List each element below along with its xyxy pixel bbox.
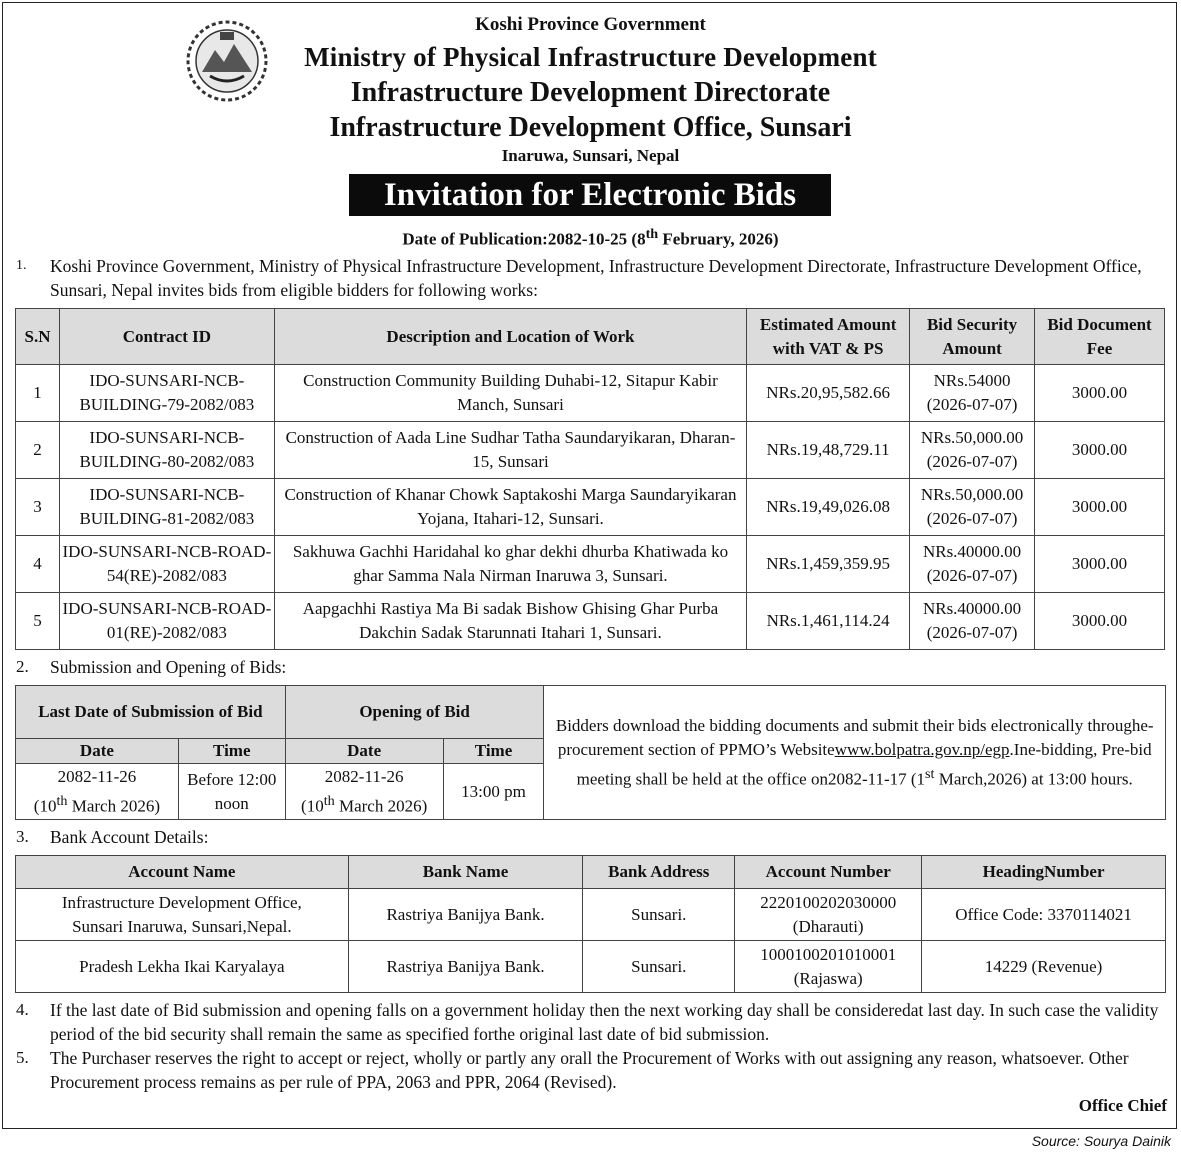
section-2-title: Submission and Opening of Bids: [50, 657, 287, 677]
works-cell-fee: 3000.00 [1035, 422, 1165, 479]
section-1-text: Koshi Province Government, Ministry of Physical Infrastructure Development, Infrastructure Development Directorate, Infrastructure Development Office, Sunsari, Nepal invites bids from eligible bidders for following works: [50, 256, 1142, 300]
office-name: Infrastructure Development Office, Sunsari [329, 112, 852, 143]
works-cell-security: NRs.50,000.00 (2026-07-07) [910, 422, 1035, 479]
works-cell-amount: NRs.1,459,359.95 [747, 536, 910, 593]
bank-cell-heading-number: 14229 (Revenue) [922, 941, 1166, 993]
works-cell-description: Sakhuwa Gachhi Haridahal ko ghar dekhi dhurba Khatiwada ko ghar Samma Nala Nirman Inaruwa 3, Sunsari. [274, 536, 746, 593]
submission-table [15, 685, 1166, 820]
works-cell-description: Aapgachhi Rastiya Ma Bi sadak Bishow Ghising Ghar Purba Dakchin Sadak Starunnati Itahari 1, Sunsari. [274, 593, 746, 650]
bank-cell-account-name: Pradesh Lekha Ikai Karyalaya [16, 941, 349, 993]
works-cell-amount: NRs.19,48,729.11 [747, 422, 910, 479]
bank-table [15, 855, 1166, 993]
table-row [16, 365, 1165, 422]
submission-date: 2082-11-26 (10th March 2026) [16, 764, 179, 820]
works-cell-fee: 3000.00 [1035, 593, 1165, 650]
table-row [16, 593, 1165, 650]
works-cell-contract-id: IDO-SUNSARI-NCB-BUILDING-80-2082/083 [59, 422, 274, 479]
header-opening-of-bid: Opening of Bid [285, 686, 544, 739]
works-cell-security: NRs.40000.00 (2026-07-07) [910, 593, 1035, 650]
works-header-document-fee: Bid Document Fee [1035, 309, 1165, 365]
table-row [16, 889, 1166, 941]
works-cell-amount: NRs.19,49,026.08 [747, 479, 910, 536]
works-header-contract-id: Contract ID [59, 309, 274, 365]
ministry-name: Ministry of Physical Infrastructure Development [304, 42, 877, 72]
notice-title-banner: Invitation for Electronic Bids [349, 174, 831, 216]
works-cell-sn: 3 [16, 479, 60, 536]
office-address: Inaruwa, Sunsari, Nepal [501, 146, 680, 165]
table-row [16, 941, 1166, 993]
works-cell-security: NRs.54000 (2026-07-07) [910, 365, 1035, 422]
section-3-number: 3. [16, 827, 29, 846]
publication-date: Date of Publication:2082-10-25 (8th February, 2026) [402, 226, 779, 249]
works-header-estimated-amount: Estimated Amount with VAT & PS [747, 309, 910, 365]
section-5-text: The Purchaser reserves the right to accept or reject, wholly or partly any orall the Procurement of Works with out assigning any reason, whatsoever. Other Procurement process remains as per rule of PPA, 2063 and PPR, 2064 (Revised). [50, 1048, 1129, 1092]
section-2-number: 2. [16, 657, 29, 676]
works-header-description: Description and Location of Work [274, 309, 746, 365]
works-cell-description: Construction of Aada Line Sudhar Tatha Saundaryikaran, Dharan-15, Sunsari [274, 422, 746, 479]
header-submission-date: Date [16, 739, 179, 764]
works-cell-security: NRs.50,000.00 (2026-07-07) [910, 479, 1035, 536]
works-cell-amount: NRs.20,95,582.66 [747, 365, 910, 422]
opening-date: 2082-11-26 (10th March 2026) [285, 764, 443, 820]
section-1-number: 1. [16, 258, 27, 273]
table-row [16, 479, 1165, 536]
directorate-name: Infrastructure Development Directorate [350, 77, 831, 108]
bank-header-account-name: Account Name [16, 856, 349, 889]
header-opening-date: Date [285, 739, 443, 764]
works-cell-description: Construction of Khanar Chowk Saptakoshi Marga Saundaryikaran Yojana, Itahari-12, Sunsari. [274, 479, 746, 536]
bank-cell-bank-address: Sunsari. [583, 941, 735, 993]
works-cell-contract-id: IDO-SUNSARI-NCB-ROAD-01(RE)-2082/083 [59, 593, 274, 650]
bank-cell-bank-name: Rastriya Banijya Bank. [348, 889, 583, 941]
bank-cell-account-name: Infrastructure Development Office, Sunsari Inaruwa, Sunsari,Nepal. [16, 889, 349, 941]
source-credit: Source: Sourya Dainik [1031, 1133, 1171, 1149]
bank-cell-account-number: 1000100201010001 (Rajaswa) [735, 941, 922, 993]
bank-header-bank-address: Bank Address [583, 856, 735, 889]
works-cell-sn: 1 [16, 365, 60, 422]
works-cell-contract-id: IDO-SUNSARI-NCB-ROAD-54(RE)-2082/083 [59, 536, 274, 593]
table-row [16, 422, 1165, 479]
submission-time: Before 12:00 noon [178, 764, 285, 820]
table-row [16, 536, 1165, 593]
section-5-number: 5. [16, 1048, 29, 1067]
header-submission-time: Time [178, 739, 285, 764]
section-4-number: 4. [16, 1000, 29, 1019]
works-table [15, 308, 1165, 650]
government-name: Koshi Province Government [475, 14, 706, 35]
section-4-text: If the last date of Bid submission and opening falls on a government holiday then the next working day shall be consideredat last day. In such case the validity period of the bid security shall remain the same as specified forthe original last date of bid submission. [50, 1000, 1159, 1044]
works-cell-fee: 3000.00 [1035, 536, 1165, 593]
signature-office-chief: Office Chief [1078, 1096, 1167, 1115]
bank-cell-account-number: 2220100202030000 (Dharauti) [735, 889, 922, 941]
bank-header-heading-number: HeadingNumber [922, 856, 1166, 889]
bank-header-bank-name: Bank Name [348, 856, 583, 889]
works-cell-contract-id: IDO-SUNSARI-NCB-BUILDING-79-2082/083 [59, 365, 274, 422]
works-cell-sn: 5 [16, 593, 60, 650]
header-opening-time: Time [443, 739, 544, 764]
bank-header-account-number: Account Number [735, 856, 922, 889]
works-cell-description: Construction Community Building Duhabi-12, Sitapur Kabir Manch, Sunsari [274, 365, 746, 422]
works-cell-amount: NRs.1,461,114.24 [747, 593, 910, 650]
works-cell-contract-id: IDO-SUNSARI-NCB-BUILDING-81-2082/083 [59, 479, 274, 536]
bank-cell-heading-number: Office Code: 3370114021 [922, 889, 1166, 941]
works-cell-fee: 3000.00 [1035, 479, 1165, 536]
bank-cell-bank-name: Rastriya Banijya Bank. [348, 941, 583, 993]
works-cell-fee: 3000.00 [1035, 365, 1165, 422]
header-last-date-submission: Last Date of Submission of Bid [16, 686, 286, 739]
submission-note: Bidders download the bidding documents and submit their bids electronically throughe-procurement section of PPMO’s Websitewww.bolpatra.gov.np/egp.Ine-bidding, Pre-bid meeting shall be held at the office on2082-11-17 (1st March,2026) at 13:00 hours. [544, 686, 1166, 820]
works-header-sn: S.N [16, 309, 60, 365]
works-cell-security: NRs.40000.00 (2026-07-07) [910, 536, 1035, 593]
works-cell-sn: 4 [16, 536, 60, 593]
bolpatra-link[interactable]: www.bolpatra.gov.np/egp [834, 739, 1010, 759]
section-3-title: Bank Account Details: [50, 827, 209, 847]
works-header-bid-security: Bid Security Amount [910, 309, 1035, 365]
works-cell-sn: 2 [16, 422, 60, 479]
bank-cell-bank-address: Sunsari. [583, 889, 735, 941]
opening-time: 13:00 pm [443, 764, 544, 820]
